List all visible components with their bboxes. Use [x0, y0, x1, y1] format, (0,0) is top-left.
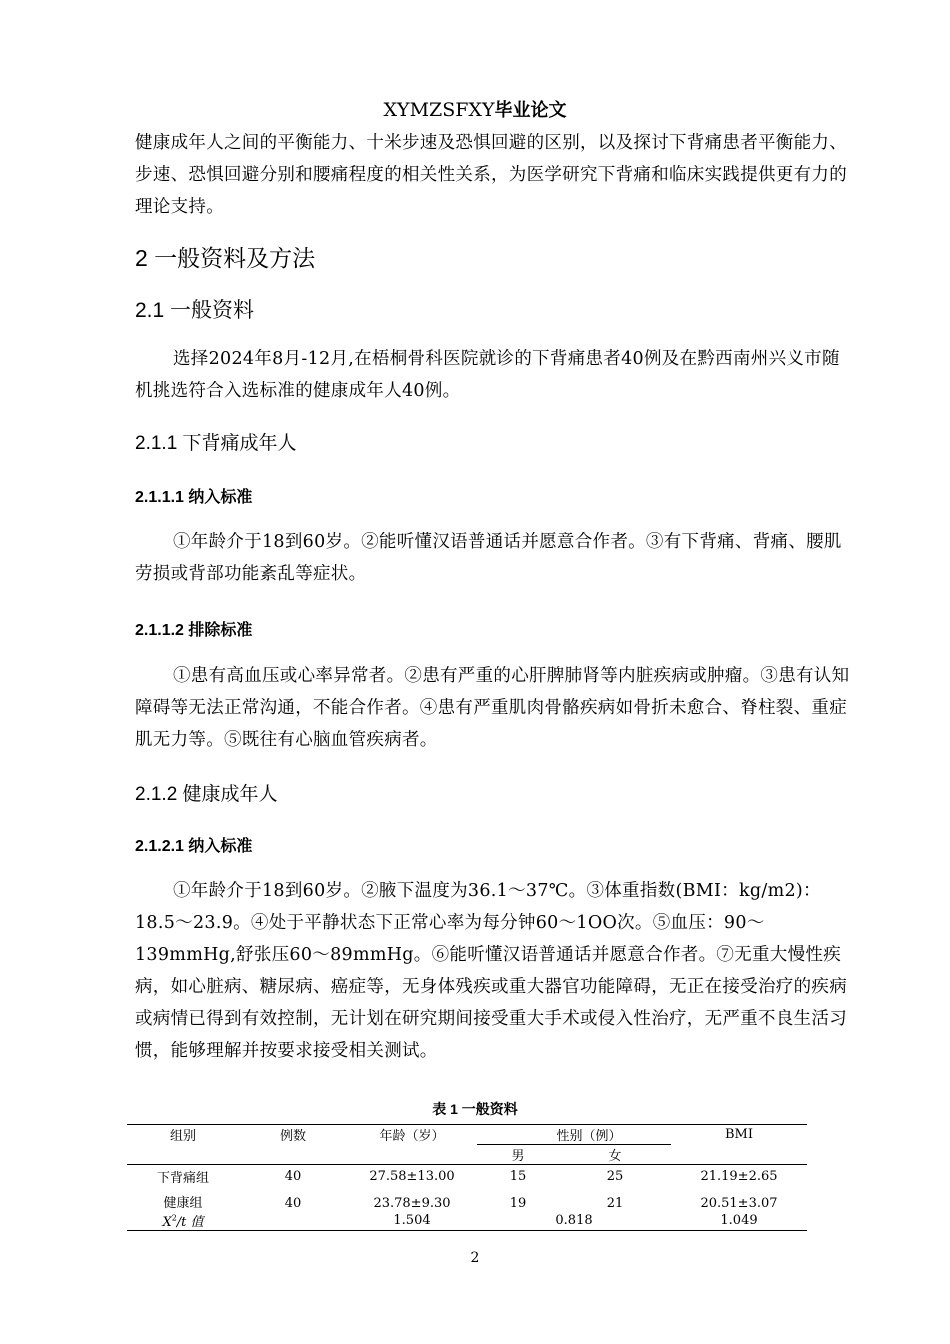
cell-male: 15: [509, 1168, 527, 1184]
table-stat-row: [127, 1211, 807, 1231]
table-row: [127, 1165, 807, 1188]
header-prefix: XYMZSFXY: [383, 99, 495, 121]
section-2-1-1-heading: 2.1.1 下背痛成年人: [135, 433, 297, 454]
header-cases: 例数: [239, 1125, 347, 1145]
section-2-1-2-1-heading: 2.1.2.1 纳入标准: [135, 838, 253, 855]
cell-female: 21: [606, 1196, 624, 1211]
cell-stat-age: 1.504: [347, 1211, 477, 1231]
cell-age: 27.58±13.00: [369, 1168, 455, 1184]
cell-cases: 40: [284, 1196, 302, 1211]
cell-female: 25: [606, 1168, 624, 1184]
cell-bmi: 21.19±2.65: [700, 1168, 778, 1184]
cell-age: 23.78±9.30: [373, 1196, 451, 1211]
cell-stat-bmi: 1.049: [671, 1211, 807, 1231]
header-female: 女: [559, 1145, 671, 1165]
header-bmi: BMI: [671, 1125, 807, 1145]
table-header-row: [127, 1125, 807, 1145]
header-age: 年龄（岁）: [347, 1125, 477, 1145]
section-2-1-1-2-body: ①患有高血压或心率异常者。②患有严重的心肝脾肺肾等内脏疾病或肿瘤。③患有认知障碍等无法正常沟通，不能合作者。④患有严重肌肉骨骼疾病如骨折未愈合、脊柱裂、重症肌无力等。⑤既往有心脑血管疾病者。: [135, 666, 850, 750]
cell-stat-label: $X^2/t$ 值: [127, 1211, 239, 1231]
cell-group: 健康组: [163, 1196, 203, 1211]
cell-male: 19: [509, 1196, 527, 1211]
section-2-1-heading: 2.1 一般资料: [135, 299, 255, 322]
header-suffix: 毕业论文: [494, 100, 567, 121]
table-subheader-row: [127, 1145, 807, 1165]
table-1-caption: 表 1 一般资料: [432, 1101, 518, 1117]
header-group: 组别: [127, 1125, 239, 1145]
header-sex: 性别（例）: [477, 1125, 671, 1145]
page-number: 2: [470, 1250, 480, 1266]
table-1: [127, 1124, 807, 1231]
page-header: [0, 96, 950, 122]
section-2-heading: 2 一般资料及方法: [135, 245, 316, 271]
cell-group: 下背痛组: [156, 1170, 209, 1186]
header-male: 男: [477, 1145, 559, 1165]
section-2-1-body: 选择2024年8月-12月,在梧桐骨科医院就诊的下背痛患者40例及在黔西南州兴义市随机挑选符合入选标准的健康成年人40例。: [135, 349, 840, 401]
intro-paragraph: 健康成年人之间的平衡能力、十米步速及恐惧回避的区别，以及探讨下背痛患者平衡能力、步速、恐惧回避分别和腰痛程度的相关性关系，为医学研究下背痛和临床实践提供更有力的理论支持。: [135, 133, 847, 217]
cell-cases: 40: [284, 1168, 302, 1184]
section-2-1-1-1-body: ①年龄介于18到60岁。②能听懂汉语普通话并愿意合作者。③有下背痛、背痛、腰肌劳损或背部功能紊乱等症状。: [135, 532, 842, 584]
section-2-1-1-2-heading: 2.1.1.2 排除标准: [135, 622, 253, 639]
section-2-1-2-heading: 2.1.2 健康成年人: [135, 784, 278, 805]
table-row: [127, 1187, 807, 1211]
section-2-1-2-1-body: ①年龄介于18到60岁。②腋下温度为36.1～37℃。③体重指数(BMI：kg/m2)：18.5～23.9。④处于平静状态下正常心率为每分钟60～1OO次。⑤血压：90～139mmHg,舒张压60～89mmHg。⑥能听懂汉语普通话并愿意合作者。⑦无重大慢性疾病，如心脏病、糖尿病、癌症等，无身体残疾或重大器官功能障碍，无正在接受治疗的疾病或病情已得到有效控制，无计划在研究期间接受重大手术或侵入性治疗，无严重不良生活习惯，能够理解并按要求接受相关测试。: [135, 881, 847, 1061]
cell-bmi: 20.51±3.07: [700, 1196, 778, 1211]
section-2-1-1-1-heading: 2.1.1.1 纳入标准: [135, 489, 253, 506]
cell-stat-sex: 0.818: [477, 1211, 671, 1231]
